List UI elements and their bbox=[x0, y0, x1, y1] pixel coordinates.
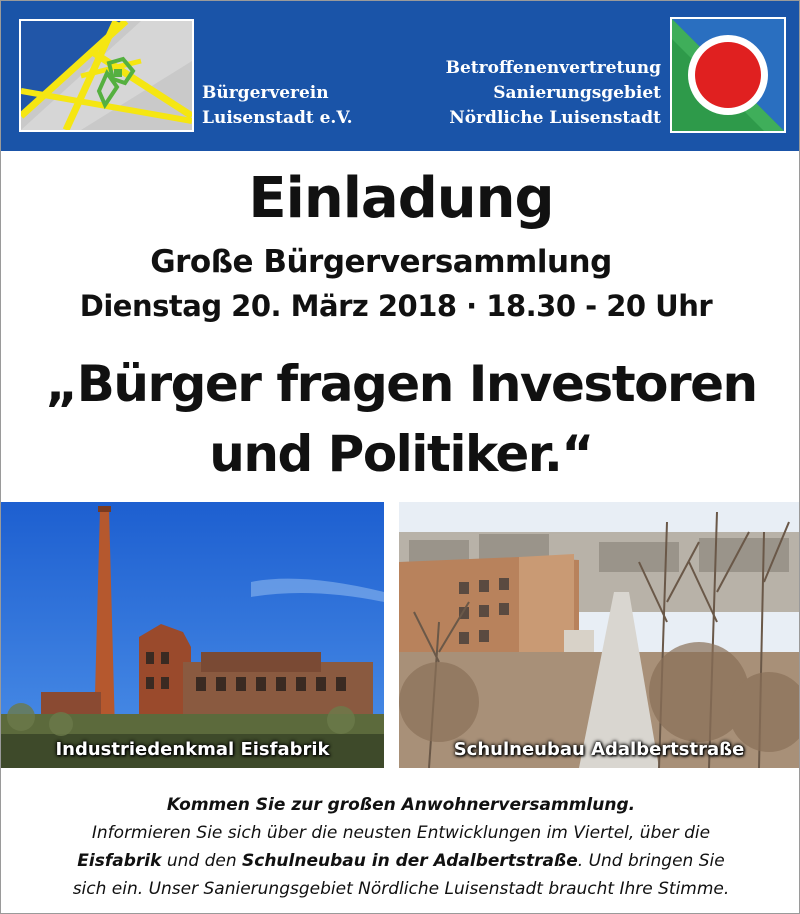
body-line2: Informieren Sie sich über die neusten Entwicklungen im Viertel, über die bbox=[91, 823, 711, 843]
right-org-name bbox=[446, 56, 661, 131]
body-lead: Kommen Sie zur großen Anwohnerversammlung. bbox=[166, 795, 636, 815]
headline-line2: und Politiker.“ bbox=[209, 425, 593, 483]
street-map-icon bbox=[21, 21, 192, 130]
caption-schulneubau: Schulneubau Adalbertstraße bbox=[453, 739, 745, 760]
headline-line1: „Bürger fragen Investoren bbox=[45, 355, 757, 413]
body-bold-schulneubau: Schulneubau in der Adalbertstraße bbox=[242, 851, 578, 871]
betroffenenvertretung-logo bbox=[670, 17, 786, 133]
body-line4: sich ein. Unser Sanierungsgebiet Nördliche Luisenstadt braucht Ihre Stimme. bbox=[72, 879, 730, 899]
left-org-line1: Bürgerverein bbox=[202, 83, 329, 103]
caption-eisfabrik: Industriedenkmal Eisfabrik bbox=[55, 739, 330, 760]
body-line3 bbox=[1, 847, 800, 875]
header-band bbox=[1, 1, 799, 151]
invitation-title: Einladung bbox=[248, 166, 554, 231]
buergerverein-map-logo bbox=[19, 19, 194, 132]
right-org-line2: Sanierungsgebiet bbox=[493, 83, 661, 103]
event-dateline: Dienstag 20. März 2018 · 18.30 - 20 Uhr bbox=[79, 289, 713, 323]
left-org-line2: Luisenstadt e.V. bbox=[202, 108, 353, 128]
photo-eisfabrik bbox=[1, 502, 384, 768]
body-bold-eisfabrik: Eisfabrik bbox=[77, 851, 162, 871]
factory-photo-icon bbox=[1, 502, 384, 768]
body-paragraph bbox=[1, 791, 800, 903]
right-org-line3: Nördliche Luisenstadt bbox=[449, 108, 661, 128]
photo-schulneubau bbox=[399, 502, 799, 768]
event-headline bbox=[1, 349, 800, 489]
body-line3-tail: . Und bringen Sie bbox=[577, 851, 725, 871]
red-dot-icon bbox=[670, 17, 786, 133]
right-org-line1: Betroffenenvertretung bbox=[445, 58, 661, 78]
construction-site-photo-icon bbox=[399, 502, 799, 768]
left-org-name bbox=[202, 81, 353, 131]
body-connector: und den bbox=[161, 851, 242, 871]
event-subtitle: Große Bürgerversammlung bbox=[150, 244, 612, 280]
